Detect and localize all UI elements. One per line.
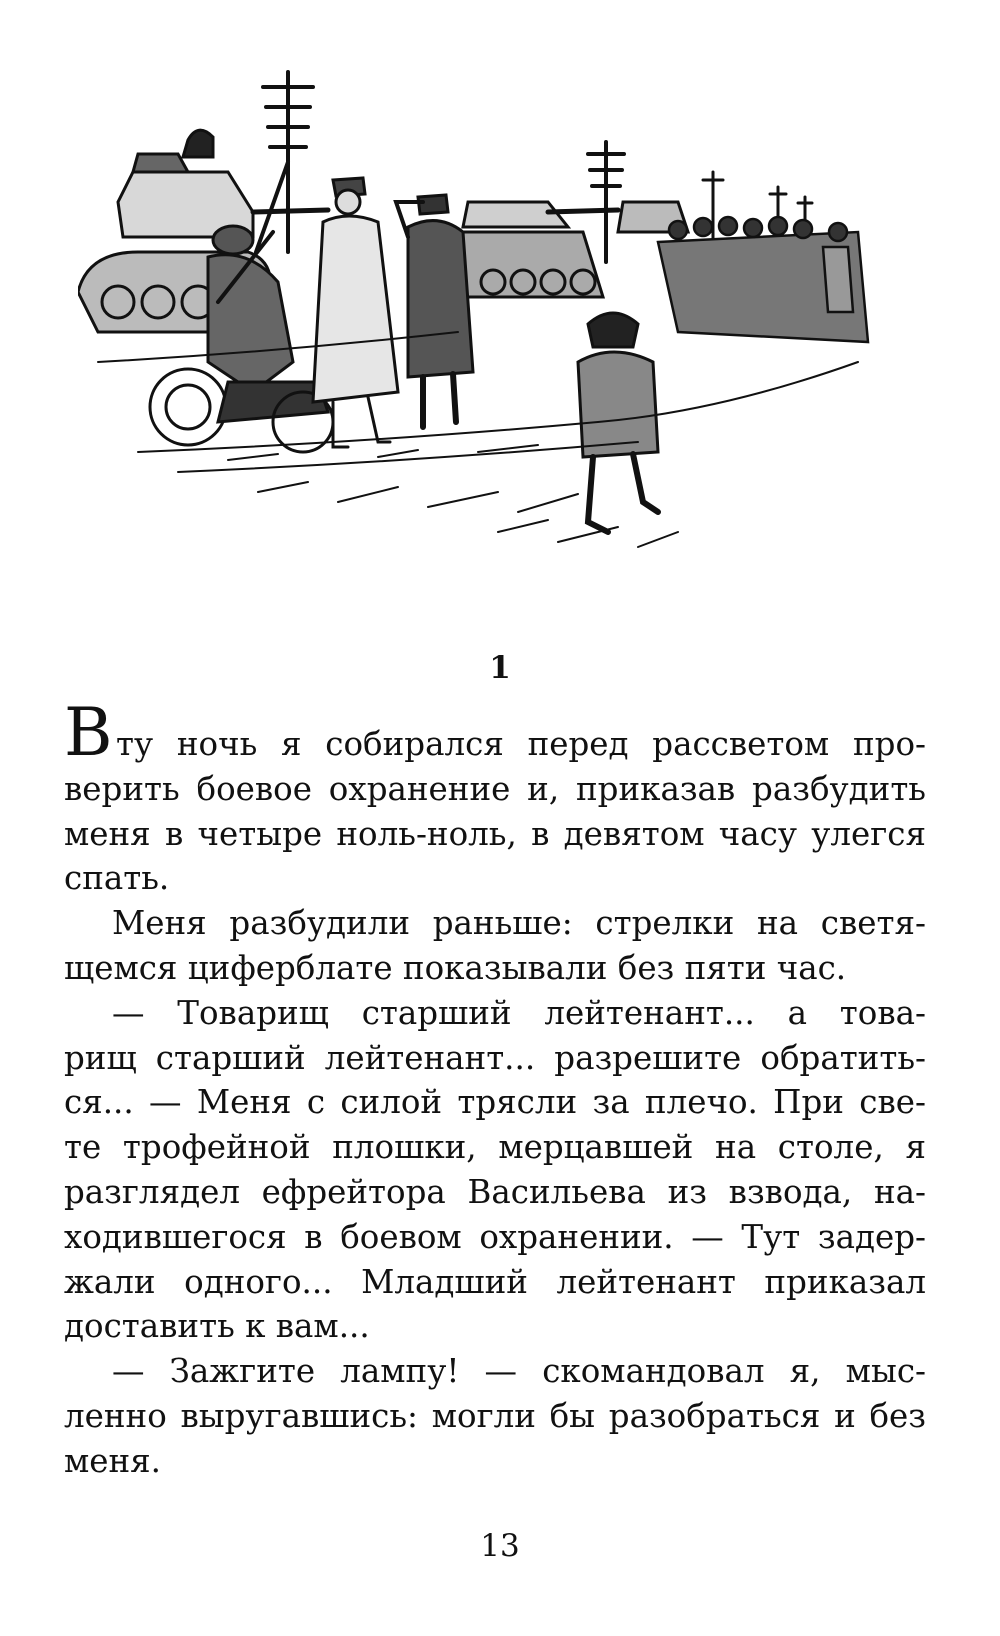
text-line-15: — Зажгите лампу! — скомандовал я, мыс- — [112, 1352, 926, 1391]
text-line-1-content: ту ночь я собирался перед рассветом про- — [116, 725, 926, 763]
text-line-3: меня в четыре ноль-ноль, в девятом часу улегся — [64, 814, 926, 853]
tank-right — [453, 202, 688, 297]
text-line-10: те трофейной плошки, мерцавшей на столе, я — [64, 1128, 926, 1167]
telegraph-pole-right — [588, 142, 624, 262]
officer-saluting — [396, 195, 473, 427]
text-line-17: меня. — [64, 1441, 162, 1480]
marching-column — [658, 217, 868, 342]
text-line-9: ся... — Меня с силой трясли за плечо. При све- — [64, 1083, 926, 1122]
text-line-6: щемся циферблате показывали без пяти час. — [64, 948, 847, 987]
telegraph-pole-left — [256, 72, 313, 252]
tank-left — [78, 130, 328, 332]
text-line-5: Меня разбудили раньше: стрелки на светя- — [112, 904, 926, 943]
chapter-number: 1 — [489, 650, 511, 686]
text-line-14: доставить к вам... — [64, 1307, 370, 1346]
text-line-12: ходившегося в боевом охранении. — Тут задер- — [64, 1217, 926, 1256]
drop-cap: В — [64, 694, 113, 771]
text-line-4: спать. — [64, 859, 170, 898]
text-line-2: верить боевое охранение и, приказав разбудить — [64, 769, 926, 808]
chapter-illustration — [78, 62, 918, 602]
text-line-1 — [64, 694, 926, 771]
chapter-text — [64, 694, 926, 1484]
page-number: 13 — [480, 1528, 520, 1564]
text-line-7: — Товарищ старший лейтенант... а това- — [112, 993, 926, 1032]
text-line-16: ленно выругавшись: могли бы разобраться и без — [64, 1396, 926, 1435]
war-scene-illustration — [78, 62, 918, 602]
text-line-8: рищ старший лейтенант... разрешите обратить- — [64, 1038, 926, 1077]
text-line-13: жали одного... Младший лейтенант приказал — [64, 1262, 926, 1301]
text-line-11: разглядел ефрейтора Васильева из взвода, на- — [64, 1172, 926, 1211]
